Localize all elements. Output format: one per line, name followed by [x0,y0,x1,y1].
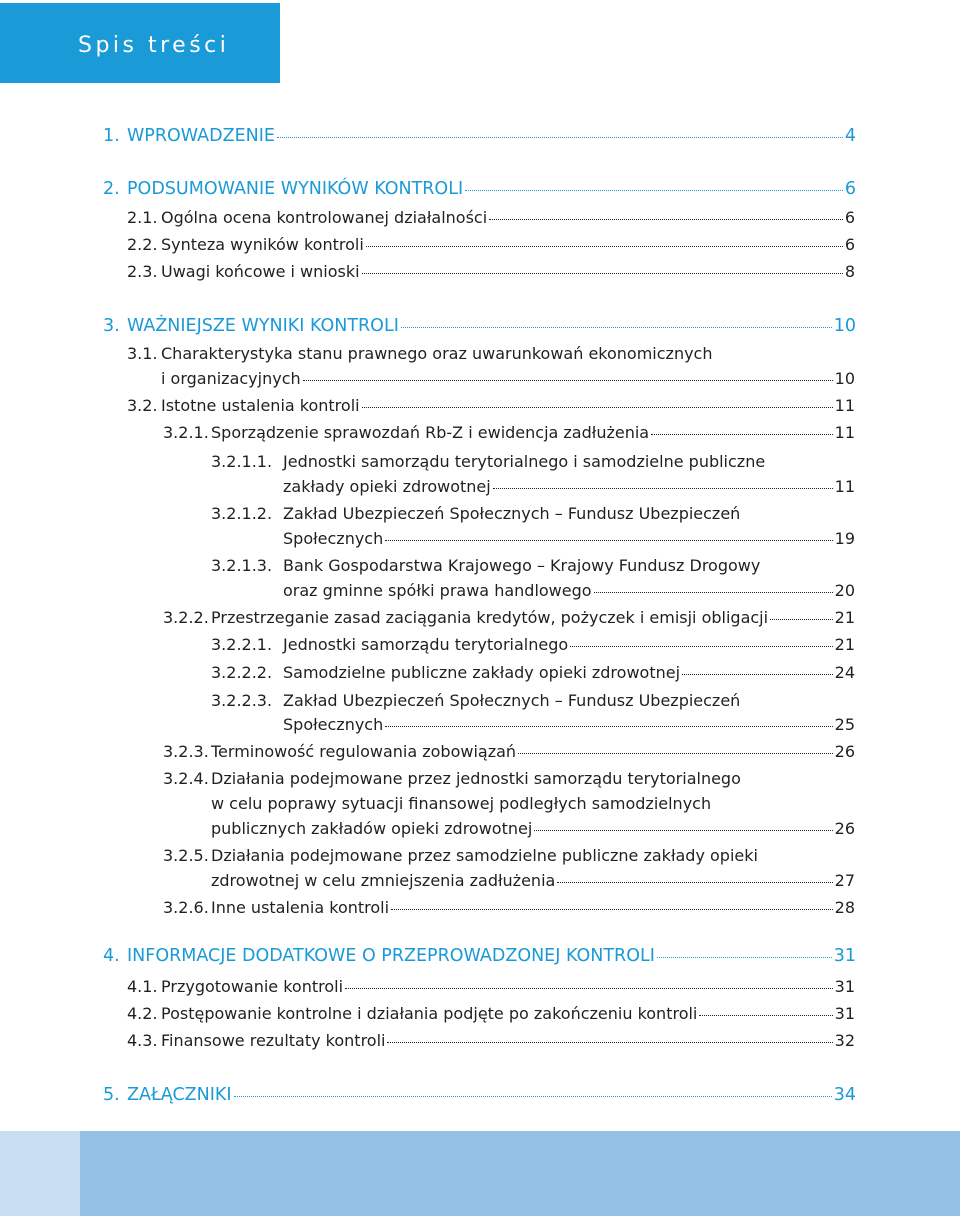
toc-entry-number: 3.2.5. [163,846,209,865]
toc-entry-page: 21 [834,608,855,627]
toc-entry-title: publicznych zakładów opieki zdrowotnej [211,819,533,838]
toc-entry-page: 11 [834,396,855,415]
dot-leader [277,137,843,138]
toc-entry-title: WPROWADZENIE [127,126,275,146]
toc-entry-number: 3.2.2.1. [211,635,273,654]
toc-entry-5[interactable] [103,1085,856,1105]
toc-entry-title: Działania podejmowane przez jednostki samorządu terytorialnego [211,769,741,788]
toc-entry-page: 28 [834,898,855,917]
toc-entry-page: 31 [834,977,855,996]
toc-entry-page: 32 [834,1031,855,1050]
toc-entry-3-2-4[interactable] [211,819,855,839]
toc-entry-number: 4. [103,946,120,966]
toc-entry-4-2[interactable] [127,1004,855,1024]
toc-entry-page: 4 [844,126,856,146]
toc-entry-3-2-2-3[interactable] [283,715,855,735]
toc-entry-3-2-1[interactable] [163,423,855,443]
toc-entry-page: 19 [834,529,855,548]
toc-entry-3-2-2-1[interactable] [211,635,855,655]
toc-entry-3-2-5[interactable] [211,871,855,891]
toc-entry-title: w celu poprawy sytuacji finansowej podległych samodzielnych [211,794,712,813]
toc-entry-number: 3.2.4. [163,769,209,788]
toc-entry-page: 10 [834,369,855,388]
toc-entry-title: i organizacyjnych [161,369,301,388]
toc-entry-3-2-4-line2 [211,794,711,814]
toc-entry-number: 4.3. [127,1031,158,1050]
toc-entry-3-2-1-2[interactable] [283,529,855,549]
dot-leader [362,273,843,274]
toc-entry-title: PODSUMOWANIE WYNIKÓW KONTROLI [127,179,464,199]
toc-entry-number: 5. [103,1085,120,1105]
toc-entry-number: 3.2.1.1. [211,452,273,471]
toc-entry-2-1[interactable] [127,208,855,228]
dot-leader [366,246,843,247]
dot-leader [534,830,832,831]
dot-leader [345,988,833,989]
toc-entry-page: 24 [834,663,855,682]
toc-entry-title: zdrowotnej w celu zmniejszenia zadłużenia [211,871,556,890]
toc-entry-3-2-3[interactable] [163,742,855,762]
page-title: Spis treści [78,33,230,58]
toc-entry-title: Jednostki samorządu terytorialnego i samodzielne publiczne [283,452,766,471]
dot-leader [465,190,843,191]
toc-entry-4-1[interactable] [127,977,855,997]
toc-entry-number: 4.2. [127,1004,158,1023]
dot-leader [391,909,833,910]
toc-entry-title: Uwagi końcowe i wnioski [161,262,360,281]
toc-entry-number: 3.2.1. [163,423,209,442]
dot-leader [489,219,843,220]
dot-leader [385,540,832,541]
toc-entry-number: 2.1. [127,208,158,227]
dot-leader [387,1042,832,1043]
toc-entry-page: 31 [833,946,856,966]
toc-entry-number: 3.2.1.2. [211,504,273,523]
toc-entry-page: 21 [834,635,855,654]
toc-entry-3-2-4-line1[interactable] [163,769,741,789]
toc-entry-3-2-5-line1[interactable] [163,846,758,866]
toc-entry-number: 3.2.2. [163,608,209,627]
toc-entry-number: 4.1. [127,977,158,996]
toc-entry-3-2-1-1-line1[interactable] [211,452,765,472]
toc-entry-3-2-6[interactable] [163,898,855,918]
toc-entry-title: Samodzielne publiczne zakłady opieki zdrowotnej [283,663,681,682]
toc-entry-number: 1. [103,126,120,146]
toc-entry-title: Społecznych [283,529,384,548]
dot-leader [557,882,832,883]
toc-entry-page: 26 [834,742,855,761]
toc-entry-page: 34 [833,1085,856,1105]
dot-leader [594,592,833,593]
toc-entry-title: Zakład Ubezpieczeń Społecznych – Fundusz Ubezpieczeń [283,504,741,523]
toc-entry-3-2-2-2[interactable] [211,663,855,683]
toc-entry-number: 2.3. [127,262,158,281]
toc-entry-3-2-1-2-line1[interactable] [211,504,740,524]
toc-entry-number: 3.2. [127,396,158,415]
dot-leader [518,753,833,754]
toc-entry-page: 31 [834,1004,855,1023]
toc-entry-title: ZAŁĄCZNIKI [127,1085,232,1105]
dot-leader [362,407,833,408]
toc-entry-3-2-1-3-line1[interactable] [211,556,760,576]
toc-entry-title: INFORMACJE DODATKOWE O PRZEPROWADZONEJ KONTROLI [127,946,655,966]
toc-entry-number: 3. [103,316,120,336]
toc-entry-title: Charakterystyka stanu prawnego oraz uwarunkowań ekonomicznych [161,344,713,363]
toc-entry-number: 2.2. [127,235,158,254]
toc-entry-page: 6 [844,208,855,227]
toc-entry-3-2-1-1[interactable] [283,477,855,497]
dot-leader [303,380,833,381]
toc-entry-3-1[interactable] [161,369,855,389]
toc-entry-title: Działania podejmowane przez samodzielne publiczne zakłady opieki [211,846,758,865]
toc-entry-number: 3.2.3. [163,742,209,761]
toc-entry-page: 10 [833,316,856,336]
dot-leader [682,674,833,675]
dot-leader [651,434,833,435]
toc-entry-title: Bank Gospodarstwa Krajowego – Krajowy Fundusz Drogowy [283,556,761,575]
toc-entry-page: 20 [834,581,855,600]
dot-leader [401,327,832,328]
toc-entry-page: 11 [834,423,855,442]
dot-leader [699,1015,832,1016]
toc-entry-title: Jednostki samorządu terytorialnego [283,635,569,654]
footer-accent-block [0,1131,80,1216]
toc-entry-2[interactable] [103,179,856,199]
dot-leader [493,488,833,489]
toc-entry-3-2-2-3-line1[interactable] [211,691,740,711]
toc-entry-title: Przygotowanie kontroli [161,977,344,996]
toc-entry-4[interactable] [103,946,856,966]
toc-entry-page: 11 [834,477,855,496]
dot-leader [770,619,833,620]
toc-entry-title: zakłady opieki zdrowotnej [283,477,491,496]
toc-entry-page: 6 [844,235,855,254]
toc-entry-title: Ogólna ocena kontrolowanej działalności [161,208,488,227]
toc-entry-title: oraz gminne spółki prawa handlowego [283,581,592,600]
toc-entry-title: WAŻNIEJSZE WYNIKI KONTROLI [127,316,399,336]
toc-entry-2-2[interactable] [127,235,855,255]
toc-entry-3-2[interactable] [127,396,855,416]
dot-leader [570,646,832,647]
toc-entry-title: Zakład Ubezpieczeń Społecznych – Fundusz Ubezpieczeń [283,691,741,710]
toc-entry-title: Społecznych [283,715,384,734]
toc-entry-title: Istotne ustalenia kontroli [161,396,360,415]
toc-entry-number: 3.2.6. [163,898,209,917]
toc-entry-page: 27 [834,871,855,890]
toc-entry-title: Przestrzeganie zasad zaciągania kredytów, pożyczek i emisji obligacji [211,608,769,627]
toc-entry-number: 2. [103,179,120,199]
toc-entry-1[interactable] [103,126,856,146]
toc-entry-4-3[interactable] [127,1031,855,1051]
dot-leader [385,726,832,727]
toc-entry-2-3[interactable] [127,262,855,282]
toc-entry-number: 3.1. [127,344,158,363]
toc-entry-number: 3.2.1.3. [211,556,273,575]
toc-entry-title: Synteza wyników kontroli [161,235,364,254]
toc-entry-page: 6 [844,179,856,199]
dot-leader [657,957,832,958]
dot-leader [234,1096,832,1097]
toc-entry-number: 3.2.2.3. [211,691,273,710]
toc-entry-3-2-1-3[interactable] [283,581,855,601]
toc-entry-number: 3.2.2.2. [211,663,273,682]
toc-entry-title: Finansowe rezultaty kontroli [161,1031,386,1050]
toc-entry-title: Inne ustalenia kontroli [211,898,390,917]
toc-entry-page: 25 [834,715,855,734]
toc-entry-3[interactable] [103,316,856,336]
footer-bar [0,1131,960,1216]
toc-entry-title: Postępowanie kontrolne i działania podjęte po zakończeniu kontroli [161,1004,698,1023]
toc-entry-3-1-line1[interactable] [127,344,712,364]
toc-entry-title: Terminowość regulowania zobowiązań [211,742,517,761]
toc-entry-page: 8 [844,262,855,281]
toc-entry-3-2-2[interactable] [163,608,855,628]
toc-entry-title: Sporządzenie sprawozdań Rb-Z i ewidencja zadłużenia [211,423,650,442]
toc-entry-page: 26 [834,819,855,838]
